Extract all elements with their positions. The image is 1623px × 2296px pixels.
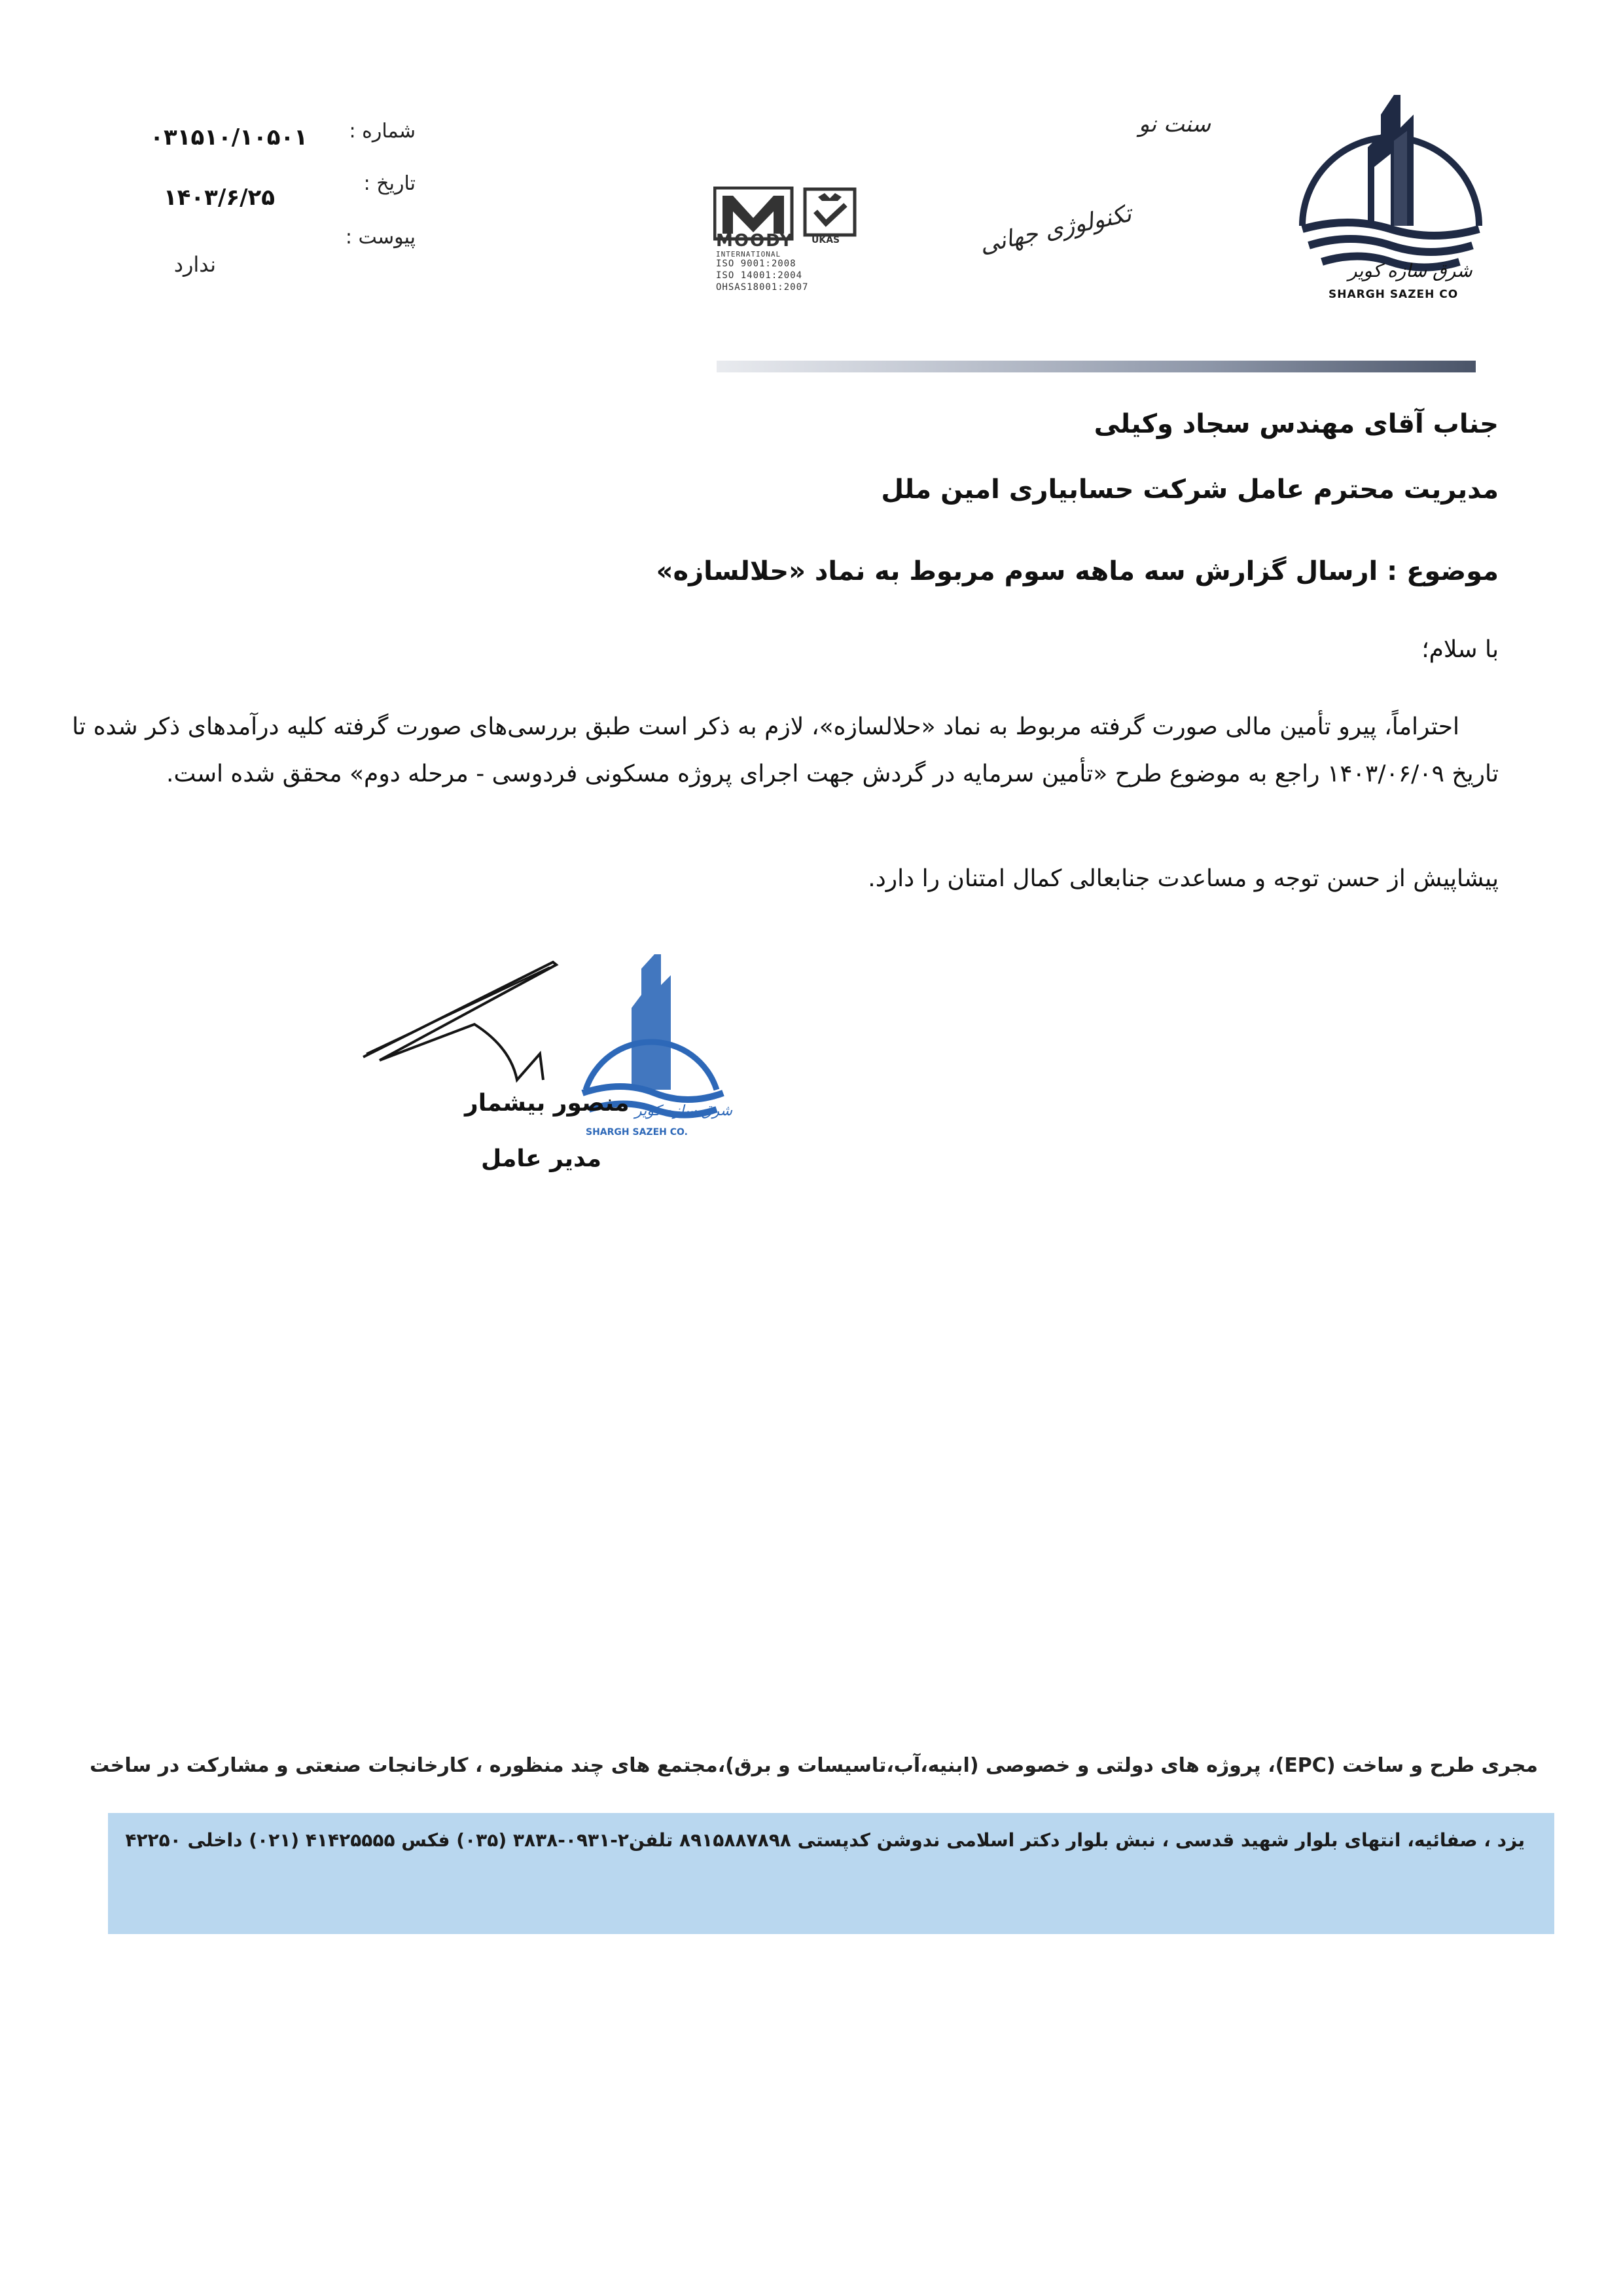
iso-9001: ISO 9001:2008 xyxy=(716,259,796,269)
date-value: ۱۴۰۳/۶/۲۵ xyxy=(163,185,275,211)
ohsas-18001: OHSAS18001:2007 xyxy=(716,282,809,293)
ukas-label: UKAS xyxy=(812,235,840,245)
attachment-label: پیوست : xyxy=(345,226,416,249)
footer-services: مجری طرح و ساخت (EPC)، پروژه های دولتی و خصوصی (ابنیه،آب،تاسیسات و برق)،مجتمع های چند منظوره ، کارخانجات صنعتی و مشارکت در ساخت xyxy=(90,1754,1538,1777)
stamp-name-en: SHARGH SAZEH CO. xyxy=(586,1127,688,1138)
company-name-fa: شرق سازه کویر xyxy=(1348,260,1472,281)
number-value: ۰۳۱۵۱۰/۱۰۵۰۱ xyxy=(150,124,308,151)
closing-line: پیشاپیش از حسن توجه و مساعدت جنابعالی کمال امتنان را دارد. xyxy=(868,865,1499,892)
stamp-name-fa: شرق سازه کویر xyxy=(635,1103,733,1119)
moody-ukas-certification-logo xyxy=(713,187,883,301)
moody-international: INTERNATIONAL xyxy=(716,250,781,259)
subject-line: موضوع : ارسال گزارش سه ماهه سوم مربوط به نماد «حلالسازه» xyxy=(656,556,1499,586)
moody-name: MOODY xyxy=(716,231,794,251)
shargh-sazeh-logo xyxy=(1296,88,1486,311)
iso-14001: ISO 14001:2004 xyxy=(716,270,803,281)
number-label: شماره : xyxy=(349,120,416,143)
signatory-title: مدیر عامل xyxy=(481,1145,602,1172)
attachment-value: ندارد xyxy=(173,252,216,277)
addressee-line-2: مدیریت محترم عامل شرکت حسابیاری امین ملل xyxy=(881,475,1499,505)
header-divider xyxy=(717,361,1476,372)
addressee-line-1: جناب آقای مهندس سجاد وکیلی xyxy=(1094,409,1499,439)
slogan-line-1: سنت نو xyxy=(1139,111,1211,137)
company-name-en: SHARGH SAZEH CO xyxy=(1329,288,1459,301)
date-label: تاریخ : xyxy=(363,172,416,195)
footer-contact: یزد ، صفائیه، انتهای بلوار شهید قدسی ، نبش بلوار دکتر اسلامی ندوشن کدپستی ۸۹۱۵۸۸۷۸۹۸ تلفن۲-۰۹۳۱-۳۸۳۸ (۰۳۵) فکس ۴۱۴۲۵۵۵۵ (۰۲۱) داخلی ۴۲۲۵۰ xyxy=(125,1829,1525,1851)
body-paragraph: احتراماً، پیرو تأمین مالی صورت گرفته مربوط به نماد «حلالسازه»، لازم به ذکر است طبق بررسی‌های صورت گرفته کلیه درآمدهای ذکر شده تا تاریخ ۱۴۰۳/۰۶/۰۹ راجع به موضوع طرح «تأمین سرمایه در گردش جهت اجرای پروژه مسکونی فردوسی - مرحله دوم» محقق شده است. xyxy=(72,713,1499,787)
greeting: با سلام؛ xyxy=(1421,636,1499,663)
signature-block xyxy=(353,949,759,1165)
slogan-line-2: تکنولوژی جهانی xyxy=(977,200,1134,259)
signatory-name: منصور بیشمار xyxy=(465,1090,630,1117)
tower-dome-logo-icon xyxy=(1296,88,1486,285)
